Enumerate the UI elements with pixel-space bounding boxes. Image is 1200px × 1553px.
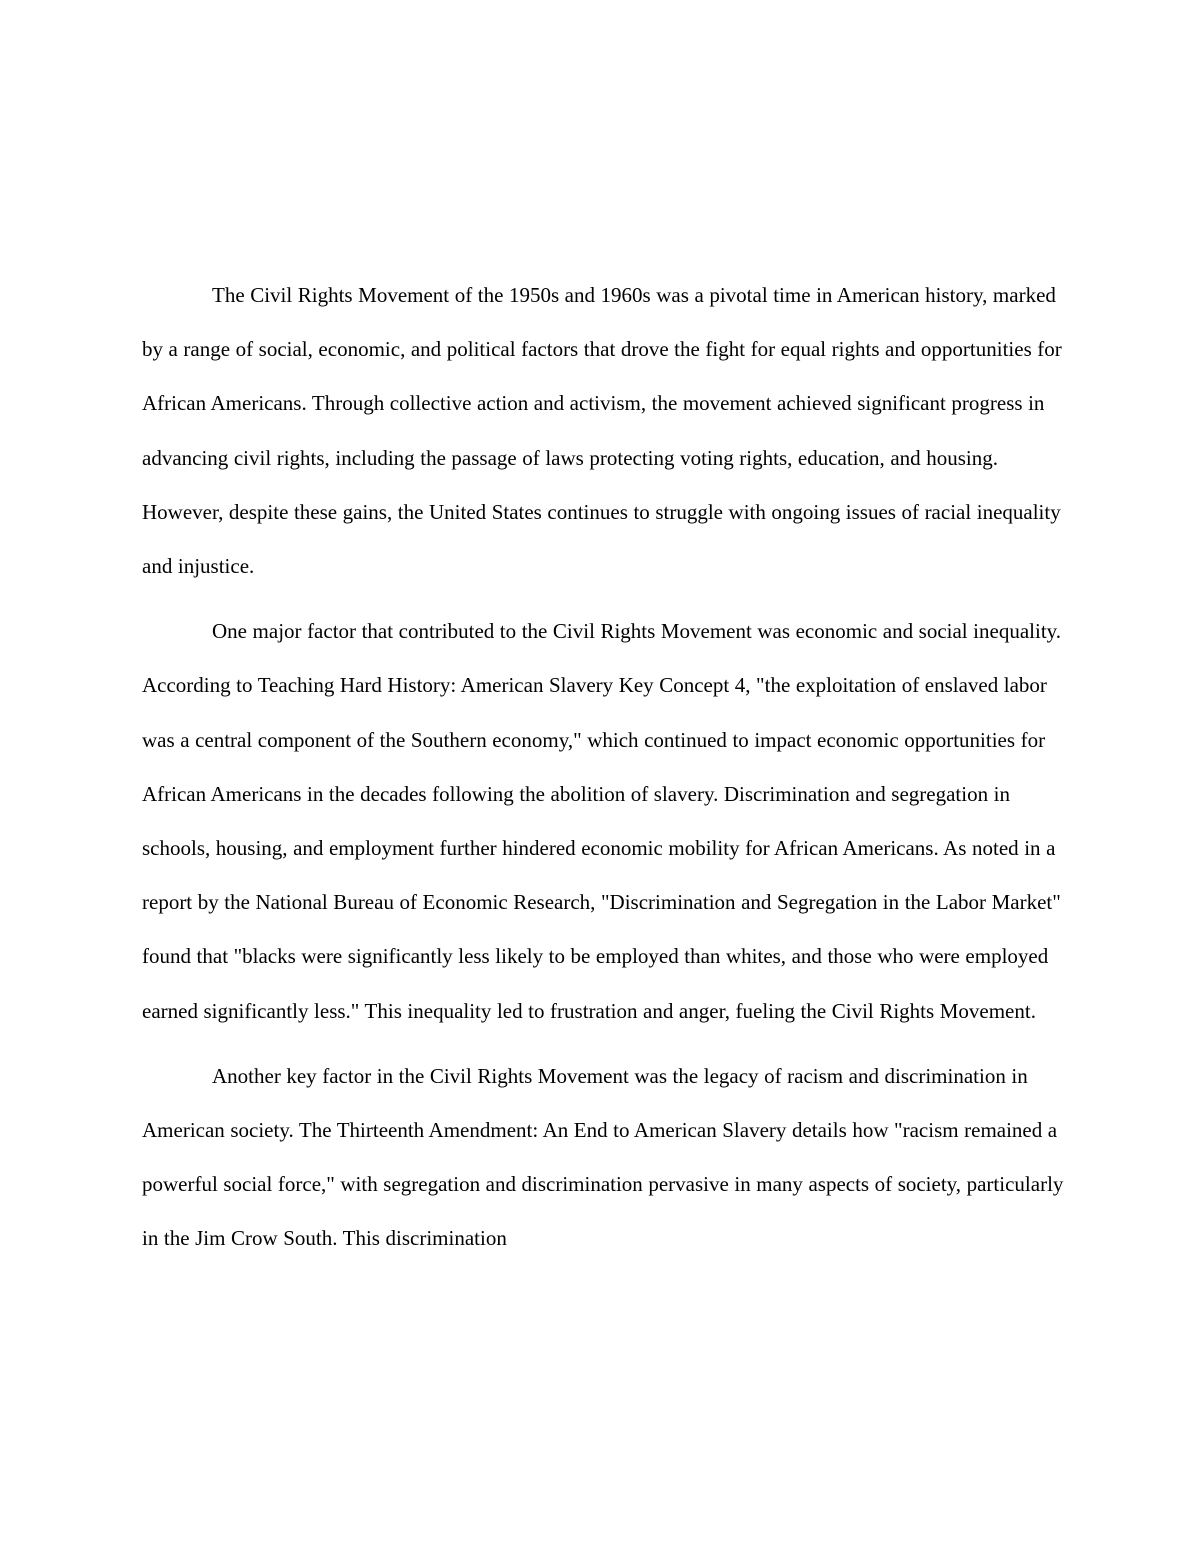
paragraph-1: The Civil Rights Movement of the 1950s and 1960s was a pivotal time in American history, marked by a range of social, economic, and political factors that drove the fight for equal rights and opportunities for African Americans. Through collective action and activism, the movement achieved significant progress in advancing civil rights, including the passage of laws protecting voting rights, education, and housing. However, despite these gains, the United States continues to struggle with ongoing issues of racial inequality and injustice. [142,283,1062,579]
document-body [142,268,1064,1277]
paragraph-3: Another key factor in the Civil Rights Movement was the legacy of racism and discrimination in American society. The Thirteenth Amendment: An End to American Slavery details how "racism remained a powerful social force," with segregation and discrimination pervasive in many aspects of society, particularly in the Jim Crow South. This discrimination [142,1063,1064,1251]
paragraph-2: One major factor that contributed to the Civil Rights Movement was economic and social inequality. According to Teaching Hard History: American Slavery Key Concept 4, "the exploitation of enslaved labor was a central component of the Southern economy," which continued to impact economic opportunities for African Americans in the decades following the abolition of slavery. Discrimination and segregation in schools, housing, and employment further hindered economic mobility for African Americans. As noted in a report by the National Bureau of Economic Research, "Discrimination and Segregation in the Labor Market" found that "blacks were significantly less likely to be employed than whites, and those who were employed earned significantly less." This inequality led to frustration and anger, fueling the Civil Rights Movement. [142,619,1062,1023]
